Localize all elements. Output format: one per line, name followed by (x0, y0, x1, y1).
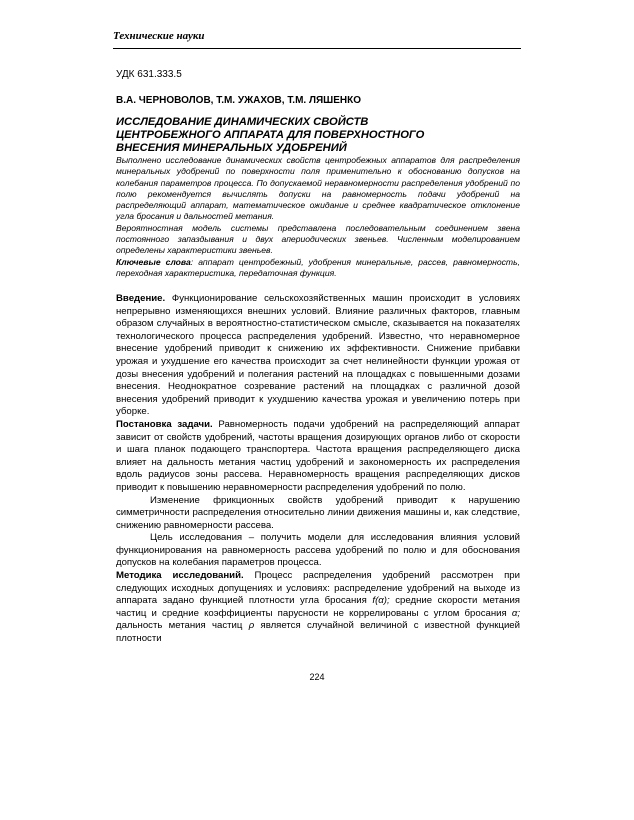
paragraph-text: Равномерность подачи удобрений на распределяющий аппарат зависит от свойств удобрений, частоты вращения дозирующих органов либо от скорости и шага планок подающего транспортера. Частота вращения распределяющего диска влияет на дальность метания частиц удобрений и закономерность их распределения вдоль радиусов зоны рассева. Неравномерность вращения распределяющих дисков приводит к повышению неравномерности распределения удобрений по полю. (116, 418, 520, 493)
article-title (116, 116, 520, 155)
body-paragraph (116, 419, 520, 495)
title-line: ВНЕСЕНИЯ МИНЕРАЛЬНЫХ УДОБРЕНИЙ (116, 142, 347, 154)
paragraph-text: Процесс распределения удобрений рассмотрен при следующих исходных допущениях и условиях: распределение удобрений на выходе из аппарата задано функцией плотности угла бросания (116, 570, 520, 607)
body-paragraph: Цель исследования – получить модели для исследования влияния условий функционирования на равномерность рассева удобрений по полю и для обоснования допусков на колебания параметров процесса. (116, 532, 520, 569)
title-line: ИССЛЕДОВАНИЕ ДИНАМИЧЕСКИХ СВОЙСТВ (116, 116, 369, 128)
section-heading-intro: Введение. (116, 293, 166, 304)
body-paragraph: Изменение фрикционных свойств удобрений приводит к нарушению симметричности распределения относительно линии движения машины и, как следствие, снижению равномерности рассева. (116, 494, 520, 531)
math-symbol: f(α); (372, 595, 390, 607)
abstract-paragraph: Вероятностная модель системы представлена последовательным соединением звена постоянного запаздывания и двух апериодических звеньев. Численным моделированием определены характеристики звеньев. (116, 222, 520, 256)
section-heading-task: Постановка задачи. (116, 418, 213, 430)
paragraph-text: является случайной величиной с известной функцией плотности (116, 620, 520, 645)
section-heading-method: Методика исследований. (116, 570, 244, 582)
abstract (116, 155, 520, 279)
math-symbol: α; (511, 607, 520, 619)
paragraph-text: средние скорости метания частиц и средние коэффициенты парусности не коррелированы с углом бросания (116, 595, 521, 619)
page-number: 224 (309, 672, 325, 682)
body-paragraph (116, 293, 520, 419)
title-line: ЦЕНТРОБЕЖНОГО АППАРАТА ДЛЯ ПОВЕРХНОСТНОГО (116, 129, 425, 141)
keywords (116, 257, 520, 280)
keywords-list: : аппарат центробежный, удобрения минеральные, рассев, равномерность, переходная характеристика, передаточная функция. (116, 256, 520, 278)
abstract-paragraph: Выполнено исследование динамических свойств центробежных аппаратов для распределения минеральных удобрений по поверхности поля применительно к обоснованию допусков на колебания параметров процесса. По допускаемой неравномерности распределения удобрений по полю рекомендуется вычислять допуски на равномерность подачи удобрений на распределяющий аппарат, математическое ожидание и среднее квадратическое отклонение угла бросания и дальностей метания. (116, 155, 520, 222)
paragraph-text: дальность метания частиц (116, 620, 249, 632)
math-symbol: ρ (248, 620, 255, 632)
article-body (116, 293, 520, 646)
running-header: Технические науки (113, 30, 521, 49)
authors: В.А. ЧЕРНОВОЛОВ, Т.М. УЖАХОВ, Т.М. ЛЯШЕНКО (116, 95, 361, 106)
body-paragraph (116, 570, 520, 646)
keywords-label: Ключевые слова (116, 256, 191, 267)
udk-code: УДК 631.333.5 (116, 69, 182, 80)
paragraph-text: Функционирование сельскохозяйственных машин происходит в условиях непрерывно изменяющихся внешних условий. Влияние различных факторов, главным образом случайных в вероятностно-статистическом смысле, сказывается на показателях технологического процесса распределения удобрений. Известно, что неравномерное внесение удобрений приводит к снижению их эффективности. Снижение прибавки урожая и ухудшение его качества происходит за счет нелинейности функции урожая от дозы внесения удобрений и полегания растений на площадках с повышенными дозами внесения. Неоднократное созревание растений на площадках с различной дозой внесения удобрений приводит к ухудшению качества урожая и увеличению потерь при уборке. (116, 293, 520, 418)
